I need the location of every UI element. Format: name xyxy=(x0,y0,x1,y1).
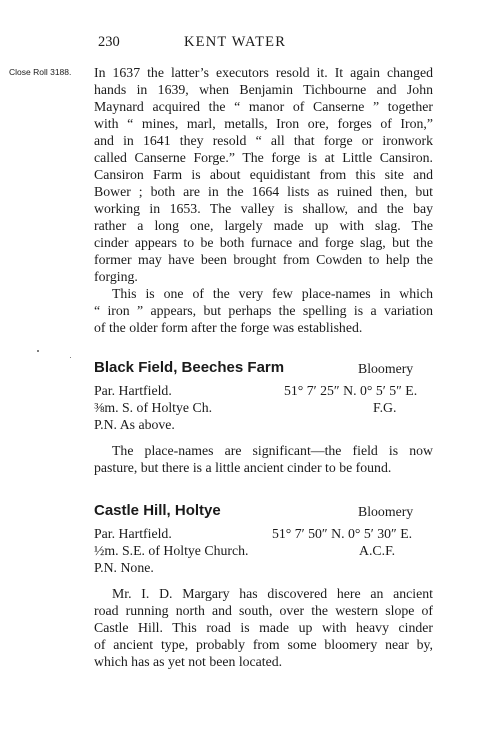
running-head: KENT WATER xyxy=(184,34,287,50)
body-line: Cansiron Farm is about equidistant from this site and xyxy=(94,167,433,182)
body-line: working in 1653. The valley is shallow, and the bay xyxy=(94,201,433,216)
entry-location: ½m. S.E. of Holtye Church. xyxy=(94,543,249,558)
entry-place-name: P.N. As above. xyxy=(94,417,175,432)
entry-parish: Par. Hartfield. xyxy=(94,383,172,398)
entry-type-castle-hill: Bloomery xyxy=(358,504,414,519)
body-line: called Canserne Forge.” The forge is at Little Cansiron. xyxy=(94,150,433,165)
margin-note: Close Roll 3188. xyxy=(9,67,72,77)
body-line: forging. xyxy=(94,269,138,284)
body-line: hands in 1639, when Benjamin Tichbourne and John xyxy=(94,82,433,97)
body-line: Castle Hill. This road is made up with heavy cinder xyxy=(94,620,433,635)
body-line: Mr. I. D. Margary has discovered here an ancient xyxy=(112,586,433,601)
body-line: road running north and south, over the western slope of xyxy=(94,603,433,618)
entry-title-black-field: Black Field, Beeches Farm xyxy=(94,359,285,376)
entry-type-black-field: Bloomery xyxy=(358,361,414,376)
paper-speck xyxy=(37,350,39,352)
body-line: pasture, but there is a little ancient cinder to be found. xyxy=(94,460,392,475)
body-line: Bower ; both are in the 1664 lists as ruined then, but xyxy=(94,184,433,199)
entry-place-name: P.N. None. xyxy=(94,560,154,575)
body-line: and in 1641 they resold “ all that forge or ironwork xyxy=(94,133,433,148)
entry-coordinates: 51° 7′ 25″ N. 0° 5′ 5″ E. xyxy=(284,383,418,398)
entry-coordinates: 51° 7′ 50″ N. 0° 5′ 30″ E. xyxy=(272,526,413,541)
body-line: former may have been brought from Cowden to help the xyxy=(94,252,433,267)
paper-speck xyxy=(70,357,71,358)
body-line: This is one of the very few place-names in which xyxy=(112,286,433,301)
entry-reference: F.G. xyxy=(373,400,397,415)
body-line: The place-names are significant—the field is now xyxy=(112,443,433,458)
body-line: with “ mines, marl, metalls, Iron ore, forges of Iron,” xyxy=(94,116,433,131)
body-line: In 1637 the latter’s executors resold it. It again changed xyxy=(94,65,433,80)
body-line: rather a long one, largely made up with slag. The xyxy=(94,218,433,233)
body-line: of ancient type, probably from some bloomery near by, xyxy=(94,637,433,652)
entry-location: ⅜m. S. of Holtye Ch. xyxy=(94,400,213,415)
entry-reference: A.C.F. xyxy=(359,543,396,558)
body-line: of the older form after the forge was established. xyxy=(94,320,363,335)
body-line: which has as yet not been located. xyxy=(94,654,283,669)
body-line: cinder appears to be both furnace and forge slag, but the xyxy=(94,235,433,250)
page-number: 230 xyxy=(98,34,120,50)
body-line: Maynard acquired the “ manor of Canserne ” together xyxy=(94,99,433,114)
entry-parish: Par. Hartfield. xyxy=(94,526,172,541)
entry-title-castle-hill: Castle Hill, Holtye xyxy=(94,502,221,519)
body-line: “ iron ” appears, but perhaps the spelling is a variation xyxy=(94,303,433,318)
